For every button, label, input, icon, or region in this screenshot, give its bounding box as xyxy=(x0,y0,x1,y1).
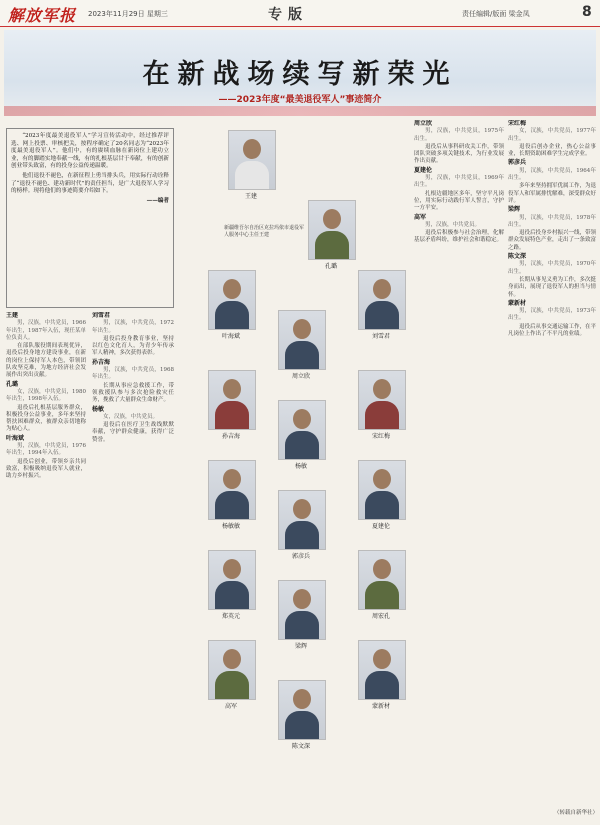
profile-name: 叶海斌 xyxy=(6,434,25,442)
portrait-photo xyxy=(358,370,406,430)
editor-credit: 责任编辑/版面 梁金凤 xyxy=(462,10,530,18)
portrait-body xyxy=(285,711,319,740)
masthead xyxy=(0,0,600,27)
profile-body: 退役后在医疗卫生战线默默奉献，守护群众健康，获得广泛赞誉。 xyxy=(92,422,174,443)
portrait-photo xyxy=(358,460,406,520)
profile-body: 退役后投身乡村振兴一线，带领群众发展特色产业，走出了一条致富之路。 xyxy=(508,230,596,251)
profile-meta: 男，汉族，中共党员，1969年出生。 xyxy=(414,175,504,189)
portrait-head xyxy=(323,209,341,229)
profile-meta: 女，汉族，中共党员，1980年出生，1998年入伍。 xyxy=(6,388,86,403)
profile-name: 陈文深 xyxy=(508,253,527,261)
portrait-body xyxy=(365,671,399,700)
editor-note xyxy=(6,128,174,308)
portrait-photo xyxy=(278,400,326,460)
profile-name: 梁辉 xyxy=(508,206,521,214)
headline-title: 在新战场续写新荣光 xyxy=(142,59,458,90)
newspaper-logo: 解放军报 xyxy=(8,6,77,25)
profile-name: 高军 xyxy=(414,213,427,221)
portrait-caption: 梁辉 xyxy=(294,643,307,650)
profile-body: 退役后从事交通运输工作，在平凡岗位上作出了不平凡的业绩。 xyxy=(508,323,596,338)
article-column-left xyxy=(6,312,86,812)
portrait-head xyxy=(373,379,391,399)
section-title: 专版 xyxy=(268,7,308,23)
photo-credit: 新疆维吾尔自治区克拉玛依市退役军人服务中心主任王建 xyxy=(224,225,305,238)
profile-name: 王建 xyxy=(6,312,19,319)
portrait-photo xyxy=(358,640,406,700)
portrait-head xyxy=(223,279,241,299)
portrait-photo xyxy=(278,580,326,640)
portrait-photo xyxy=(278,680,326,740)
profile-body: 长期从事见义勇为工作，多次挺身而出，展现了退役军人的担当与情怀。 xyxy=(508,276,596,298)
portrait-caption: 蒙新材 xyxy=(371,703,390,710)
portrait-head xyxy=(293,409,311,429)
portrait-body xyxy=(365,401,399,430)
portrait-head xyxy=(223,469,241,489)
profile-name: 宋红梅 xyxy=(508,120,527,127)
portrait-head xyxy=(293,589,311,609)
portrait-photo xyxy=(208,460,256,520)
profile-name: 杨敏 xyxy=(92,405,105,413)
portrait-photo xyxy=(208,270,256,330)
portrait-caption: 刘雪君 xyxy=(371,333,390,340)
portrait-photo xyxy=(208,370,256,430)
portrait-body xyxy=(285,431,319,460)
portrait-photo xyxy=(228,130,276,190)
profile-name: 郭彦兵 xyxy=(508,159,527,167)
portrait-body xyxy=(365,491,399,520)
profile-body: 退役后扎根基层服务群众，积极投身公益事业，多年来坚持帮扶困难群众，被群众亲切地称为贴心人。 xyxy=(6,404,86,433)
portrait-caption: 宋红梅 xyxy=(371,433,390,440)
banner-stripe xyxy=(4,106,596,116)
portrait-body xyxy=(215,491,249,520)
portrait-head xyxy=(373,649,391,669)
portrait-body xyxy=(315,231,349,260)
profile-meta: 男，汉族，中共党员，1968年出生。 xyxy=(92,367,174,381)
profile-meta: 男，汉族，中共党员，1964年出生。 xyxy=(508,167,596,182)
portrait-caption: 陈文深 xyxy=(291,743,310,750)
profile-meta: 男，汉族，中共党员，1978年出生。 xyxy=(508,214,596,228)
portrait-caption: 孔璐 xyxy=(324,263,337,270)
profile-body: 退役后从事科研攻关工作，带领团队突破多项关键技术，为行业发展作出贡献。 xyxy=(414,143,504,165)
profile-name: 夏建伦 xyxy=(414,166,433,174)
portrait-body xyxy=(285,341,319,370)
portrait-photo xyxy=(358,550,406,610)
profile-name: 刘雪君 xyxy=(92,312,111,319)
profile-name: 周立欣 xyxy=(414,120,433,127)
headline-subtitle: ——2023年度“最美退役军人”事迹简介 xyxy=(218,95,382,105)
portrait-caption: 周宏孔 xyxy=(371,613,390,620)
portrait-photo xyxy=(278,310,326,370)
portrait-body xyxy=(365,581,399,610)
profile-body: 退役后创业，带领乡亲共同致富，积极吸纳退役军人就业，助力乡村振兴。 xyxy=(6,458,86,480)
profile-meta: 男，汉族，中共党员，1972年出生。 xyxy=(92,320,174,334)
portrait-body xyxy=(235,161,269,190)
portrait-caption: 夏建伦 xyxy=(371,523,390,530)
article-column-right xyxy=(414,120,504,810)
portrait-caption: 王建 xyxy=(244,193,257,200)
profile-name: 孔璐 xyxy=(6,380,19,388)
portrait-head xyxy=(293,689,311,709)
portrait-caption: 郭彦兵 xyxy=(291,553,310,560)
intro-paragraph: 他们退役不褪色，在新征程上勇当排头兵，用实际行动诠释了“退役不褪色、建功新时代”的责任担当，是广大退役军人学习的榜样。现将他们的事迹简要介绍如下。 xyxy=(11,172,169,195)
footer-note: （转载自新华社） xyxy=(553,810,598,816)
profile-meta: 男，汉族，中共党员。 xyxy=(425,221,481,228)
intro-paragraph: “2023年度最美退役军人”学习宣传活动中，经过推荐评选、网上投票、审核把关，按程序确定了20名同志为“2023年度最美退役军人”。他们中，有的赓续血脉在新岗位上建功立业，有的脚踏实地奉献一线，有的扎根基层甘于奉献，有的创新创业带头致富，有的投身公益传递温暖。 xyxy=(11,133,169,170)
portrait-body xyxy=(215,401,249,430)
portrait-photo xyxy=(308,200,356,260)
profile-meta: 男，汉族，中共党员，1973年出生。 xyxy=(508,308,596,322)
profile-body: 长期从事应急救援工作，带领救援队参与多次抢险救灾任务，挽救了大量群众生命财产。 xyxy=(92,382,174,404)
portrait-photo xyxy=(208,640,256,700)
portrait-body xyxy=(215,671,249,700)
portrait-caption: 杨敏敏 xyxy=(221,523,240,530)
profile-meta: 女，汉族，中共党员。 xyxy=(103,413,159,420)
profile-meta: 男，汉族，中共党员，1970年出生。 xyxy=(508,261,596,275)
portrait-head xyxy=(293,319,311,339)
portrait-body xyxy=(215,581,249,610)
portrait-body xyxy=(285,611,319,640)
issue-date: 2023年11月29日 星期三 xyxy=(88,10,168,18)
profile-name: 蒙新材 xyxy=(508,299,527,307)
portrait-caption: 周立欣 xyxy=(291,373,310,380)
portrait-caption: 郑英元 xyxy=(221,613,240,620)
portrait-body xyxy=(215,301,249,330)
portrait-head xyxy=(373,469,391,489)
profile-body: 退役后投身教育事业，坚持以红色文化育人，为青少年传承军人精神，多次获得表彰。 xyxy=(92,335,174,357)
headline-banner xyxy=(4,30,596,116)
profile-name: 孙吉海 xyxy=(92,358,111,366)
portrait-head xyxy=(223,649,241,669)
profile-body: 扎根边疆地区多年，坚守平凡岗位，用实际行动践行军人誓言，守护一方平安。 xyxy=(414,190,504,212)
portrait-photo xyxy=(278,490,326,550)
portrait-caption: 叶海斌 xyxy=(221,333,240,340)
portrait-caption: 杨敏 xyxy=(294,463,307,470)
article-column-far xyxy=(508,120,596,805)
portrait-head xyxy=(373,559,391,579)
page-number: 8 xyxy=(582,4,592,20)
photo-gallery xyxy=(178,120,410,820)
portrait-body xyxy=(365,301,399,330)
article-column-mid xyxy=(92,312,174,812)
profile-meta: 男，汉族，中共党员，1976年出生，1994年入伍。 xyxy=(6,443,86,457)
profile-body: 多年来坚持拥军优属工作，为退役军人和军属排忧解难，深受群众好评。 xyxy=(508,183,596,204)
intro-signature: ——编者 xyxy=(146,197,169,204)
portrait-head xyxy=(243,139,261,159)
profile-meta: 男，汉族，中共党员，1975年出生。 xyxy=(414,128,504,142)
profile-meta: 女，汉族，中共党员，1977年出生。 xyxy=(508,128,596,142)
portrait-photo xyxy=(358,270,406,330)
portrait-head xyxy=(293,499,311,519)
profile-body: 退役后创办企业，热心公益事业，长期资助困难学生完成学业。 xyxy=(508,143,596,158)
portrait-head xyxy=(223,559,241,579)
profile-body: 在部队服役期间表现优异，退役后投身地方建设事业，在新的岗位上保持军人本色，带领团队攻坚克难，为地方经济社会发展作出突出贡献。 xyxy=(6,343,86,379)
portrait-body xyxy=(285,521,319,550)
profile-meta: 男，汉族，中共党员，1966年出生，1987年入伍，现任某单位负责人。 xyxy=(6,320,86,341)
portrait-head xyxy=(223,379,241,399)
profile-body: 退役后积极参与社会治理，化解基层矛盾纠纷，维护社会和谐稳定。 xyxy=(414,230,504,244)
portrait-caption: 高军 xyxy=(224,703,237,710)
portrait-caption: 孙吉海 xyxy=(221,433,240,440)
portrait-head xyxy=(373,279,391,299)
portrait-photo xyxy=(208,550,256,610)
